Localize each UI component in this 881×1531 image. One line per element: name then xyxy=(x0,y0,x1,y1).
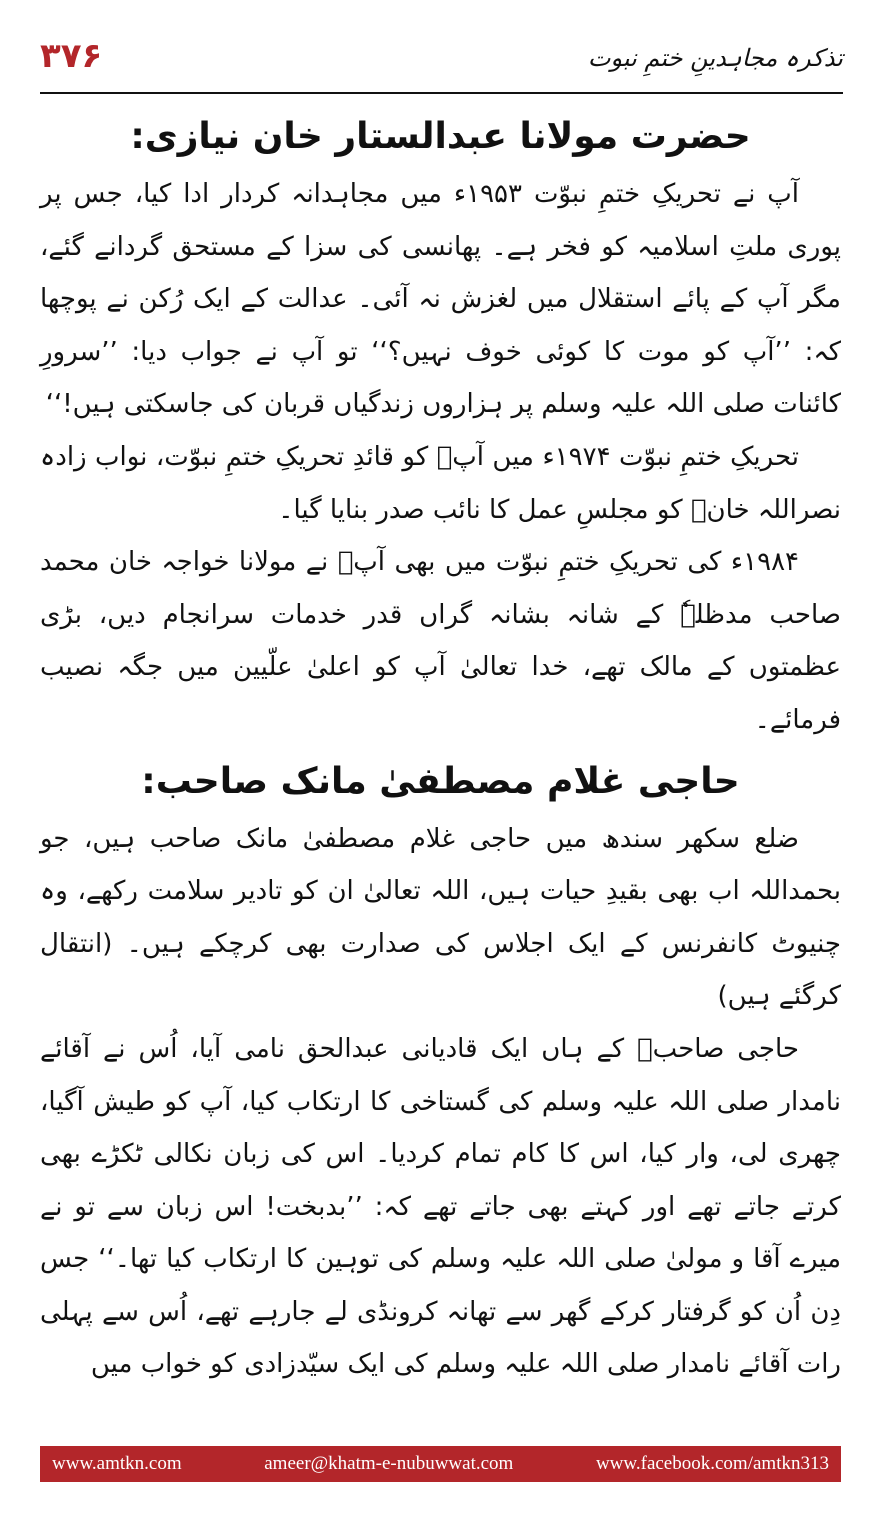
section-heading-niazi: حضرت مولانا عبدالستار خان نیازی: xyxy=(130,116,751,157)
paragraph: ضلع سکھر سندھ میں حاجی غلام مصطفیٰ مانک صاحب ہیں، جو بحمداللہ اب بھی بقیدِ حیات ہیں، اللہ تعالیٰ ان کو تادیر سلامت رکھے، وہ چنیوٹ کانفرنس کے ایک اجلاس کی صدارت بھی کرچکے ہیں۔ (انتقال کرگئے ہیں) xyxy=(40,823,841,1012)
paragraph: حاجی صاحبؒ کے ہاں ایک قادیانی عبدالحق نامی آیا، اُس نے آقائے نامدار صلی اللہ علیہ وسلم کی گستاخی کا ارتکاب کیا، آپ کو طیش آگیا، چھری لی، وار کیا، اس کا کام تمام کردیا۔ اس کی زبان نکالی ٹکڑے بھی کرتے جاتے تھے اور کہتے بھی جاتے تھے کہ: ’’بدبخت! اس زبان سے تو نے میرے آقا و مولیٰ صلی اللہ علیہ وسلم کی توہین کا ارتکاب کیا تھا۔‘‘ جس دِن اُن کو گرفتار کرکے گھر سے تھانہ کرونڈی لے جارہے تھے، اُس سے پہلی رات آقائے نامدار صلی اللہ علیہ وسلم کی ایک سیّدزادی کو خواب میں xyxy=(40,1033,841,1380)
footer-facebook-link[interactable]: www.facebook.com/amtkn313 xyxy=(595,1453,829,1474)
paragraph: آپ نے تحریکِ ختمِ نبوّت ۱۹۵۳ء میں مجاہدانہ کردار ادا کیا، جس پر پوری ملتِ اسلامیہ کو فخر ہے۔ پھانسی کی سزا کے مستحق گردانے گئے، مگر آپ کے پائے استقلال میں لغزش نہ آئی۔ عدالت کے ایک رُکن نے پوچھا کہ: ’’آپ کو موت کا کوئی خوف نہیں؟‘‘ تو آپ نے جواب دیا: ’’سرورِ کائنات صلی اللہ علیہ وسلم پر ہزاروں زندگیاں قربان کی جاسکتی ہیں!‘‘ xyxy=(40,179,841,420)
section-heading-manik: حاجی غلام مصطفیٰ مانک صاحب: xyxy=(141,760,740,802)
page-number: ۳۷۶ xyxy=(40,36,103,76)
footer-bar xyxy=(40,1446,841,1482)
page-content xyxy=(40,108,841,1391)
book-title: تذکرہ مجاہدینِ ختمِ نبوت xyxy=(587,44,843,72)
paragraph: تحریکِ ختمِ نبوّت ۱۹۷۴ء میں آپؒ کو قائدِ تحریکِ ختمِ نبوّت، نواب زادہ نصراللہ خانؒ کو مجلسِ عمل کا نائب صدر بنایا گیا۔ xyxy=(40,441,841,525)
page-header xyxy=(40,22,843,94)
footer-website-link[interactable]: www.amtkn.com xyxy=(52,1453,182,1474)
paragraph: ۱۹۸۴ء کی تحریکِ ختمِ نبوّت میں بھی آپؒ نے مولانا خواجہ خان محمد صاحب مدظلہٗ کے شانہ بشانہ گراں قدر خدمات سرانجام دیں، بڑی عظمتوں کے مالک تھے، خدا تعالیٰ آپ کو اعلیٰ علّیین میں جگہ نصیب فرمائے۔ xyxy=(40,547,841,735)
header-divider xyxy=(40,92,843,94)
footer-email-link[interactable]: ameer@khatm-e-nubuwwat.com xyxy=(264,1453,514,1474)
